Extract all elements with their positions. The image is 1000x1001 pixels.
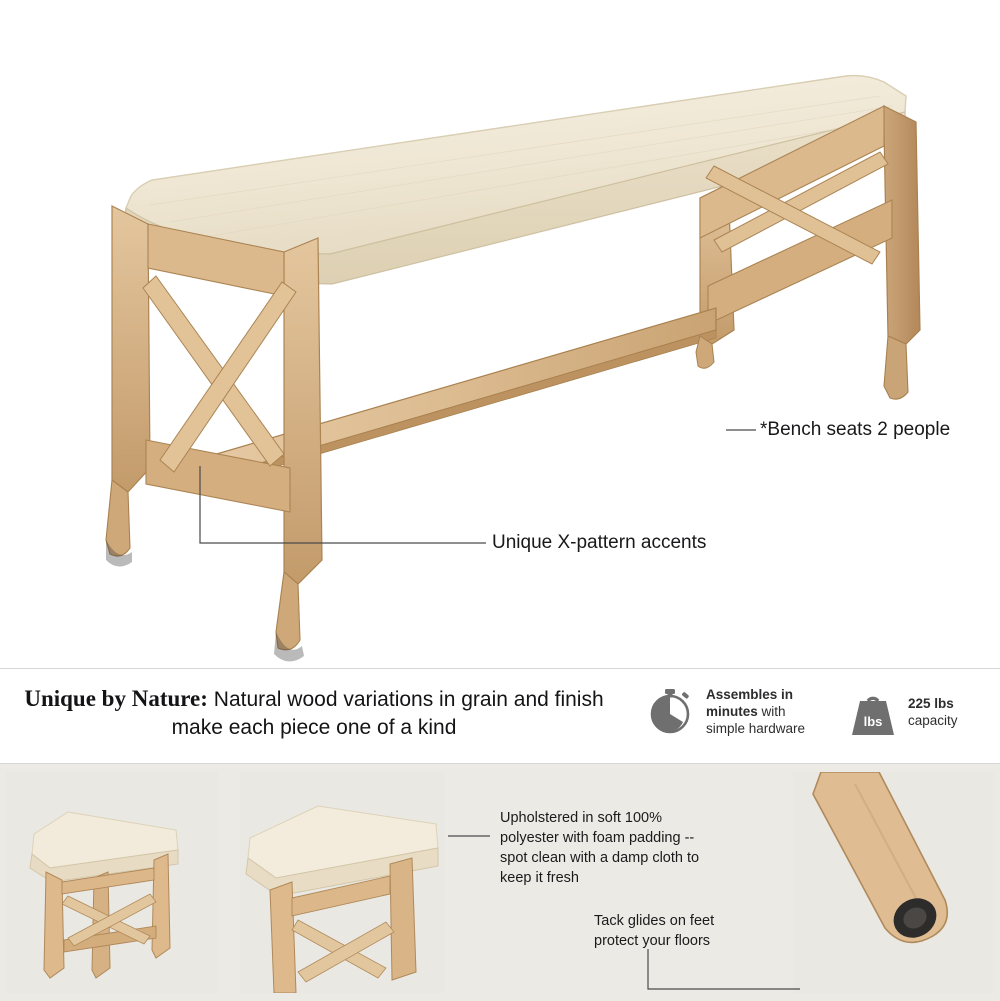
brand-statement [14, 685, 614, 742]
feature-assembles-bold: Assembles in minutes [706, 686, 794, 719]
note-tack-glides: Tack glides on feet protect your floors [594, 913, 715, 949]
note-upholstery: Upholstered in soft 100% polyester with foam padding -- spot clean with a damp cloth to keep it fresh [500, 810, 700, 886]
feature-capacity [848, 685, 958, 739]
weight-icon-label: lbs [863, 714, 883, 729]
feature-capacity-line2: capacity [908, 713, 958, 728]
feature-capacity-bold: 225 lbs [908, 696, 954, 711]
brand-statement-text: Natural wood variations in grain and finish make each piece one of a kind [171, 688, 604, 739]
callout-bench-seats: *Bench seats 2 people [760, 419, 951, 440]
feature-band [0, 668, 1000, 764]
feature-capacity-text [908, 695, 958, 729]
stopwatch-icon [644, 685, 696, 737]
brand-label: Unique by Nature: [24, 686, 208, 711]
feature-assembles [644, 685, 828, 737]
feature-assembles-rest: with [757, 703, 786, 719]
callout-x-pattern: Unique X-pattern accents [492, 532, 707, 553]
feature-assembles-line2: simple hardware [706, 720, 806, 736]
weight-icon [848, 685, 898, 739]
feature-assembles-text [706, 686, 828, 737]
bench-leg-near-left [106, 206, 322, 662]
